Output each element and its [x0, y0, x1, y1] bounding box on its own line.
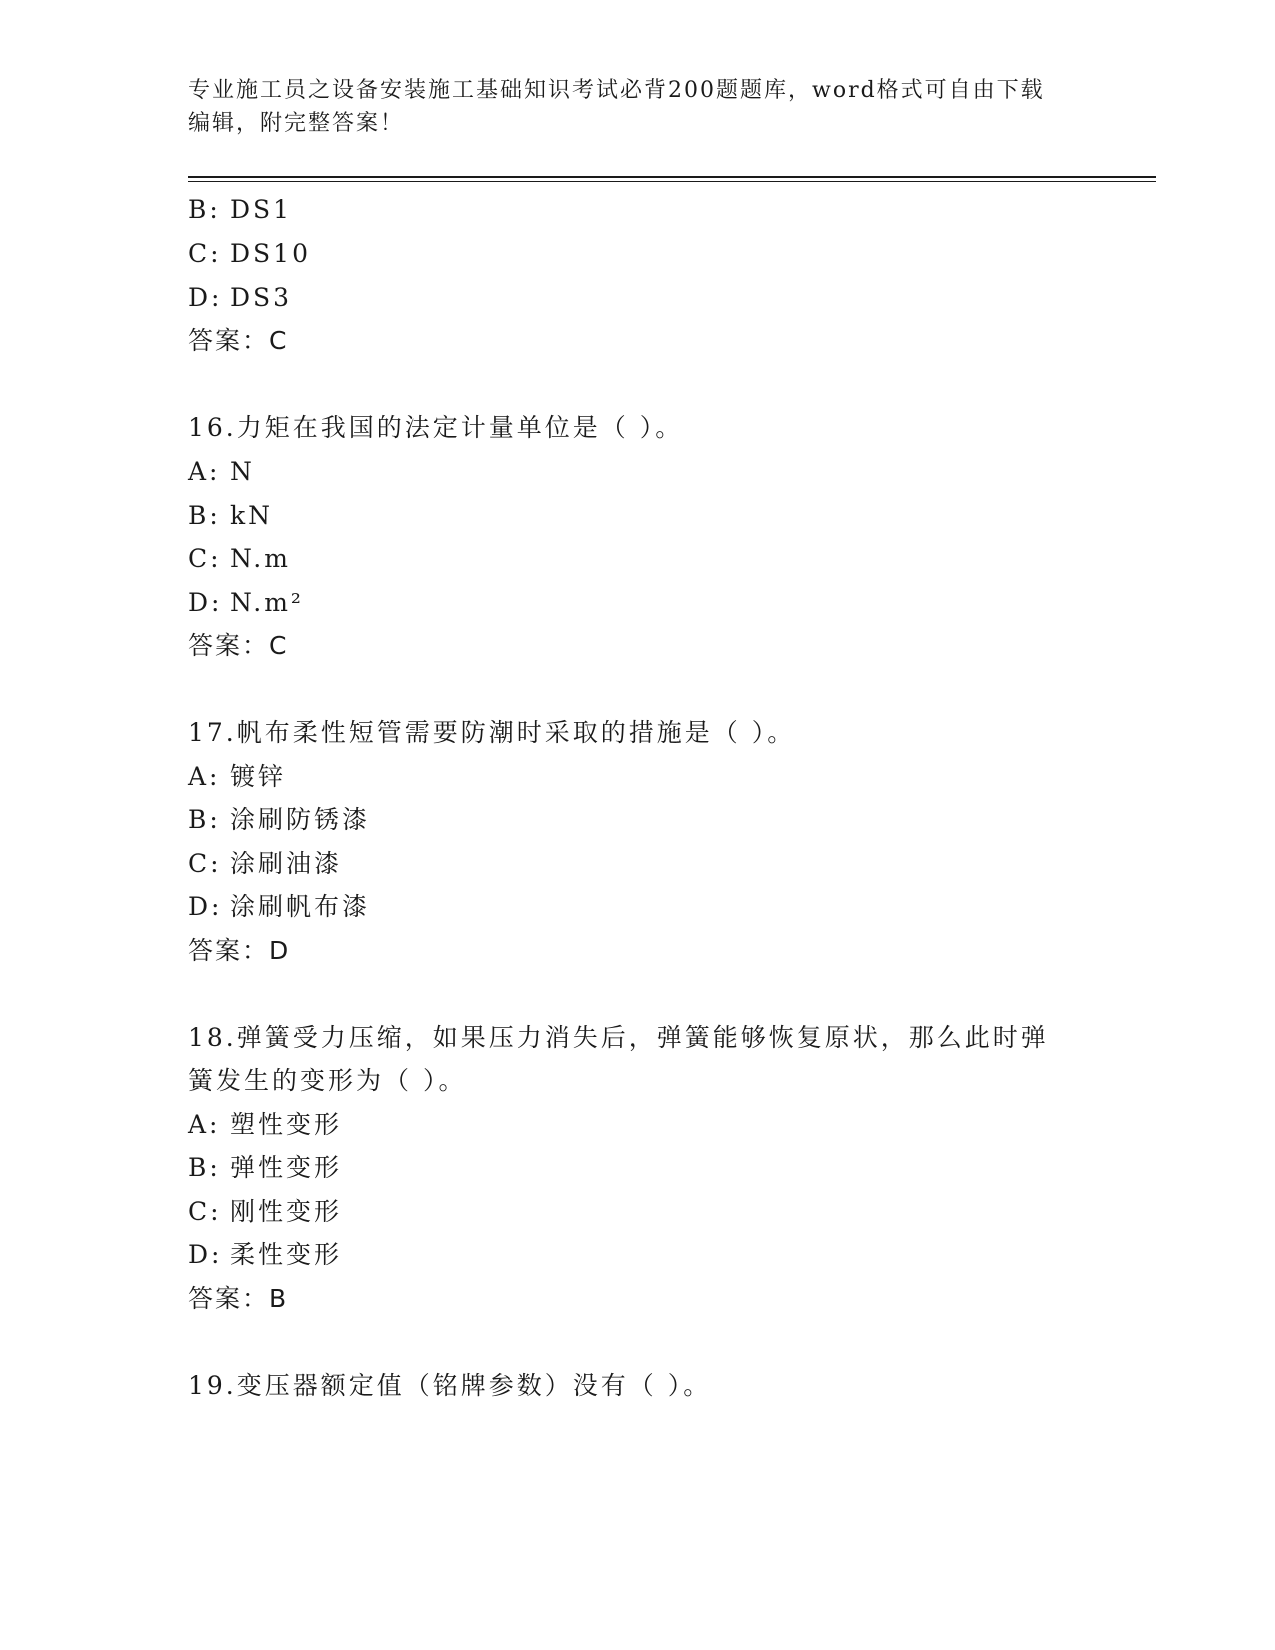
header-line-2: 编辑，附完整答案！ [188, 111, 405, 136]
q16-option-c: C: N.m [188, 544, 291, 573]
q17-question: 17.帆布柔性短管需要防潮时采取的措施是（ ）。 [188, 718, 796, 747]
q17-option-b: B: 涂刷防锈漆 [188, 805, 371, 834]
q18-question-line-2: 簧发生的变形为（ ）。 [188, 1066, 467, 1095]
q18-option-d: D: 柔性变形 [188, 1240, 343, 1269]
q16-answer: 答案：C [188, 631, 289, 660]
q16-question: 16.力矩在我国的法定计量单位是（ ）。 [188, 413, 684, 442]
document-header [188, 74, 1068, 140]
q18-option-c: C: 刚性变形 [188, 1197, 343, 1226]
header-line-1: 专业施工员之设备安装施工基础知识考试必背200题题库，word格式可自由下载 [188, 78, 1045, 103]
q15-option-b: B: DS1 [188, 195, 293, 224]
header-divider-thin [188, 181, 1156, 182]
q18-question-line-1: 18.弹簧受力压缩，如果压力消失后，弹簧能够恢复原状，那么此时弹 [188, 1023, 1049, 1052]
q18-option-b: B: 弹性变形 [188, 1153, 343, 1182]
q15-option-d: D: DS3 [188, 283, 293, 312]
q16-option-b: B: kN [188, 501, 274, 530]
q17-option-c: C: 涂刷油漆 [188, 849, 343, 878]
q15-answer: 答案：C [188, 326, 289, 355]
q16-option-a: A: N [188, 457, 255, 486]
q19-question: 19.变压器额定值（铭牌参数）没有（ ）。 [188, 1371, 712, 1400]
q16-option-d: D: N.m² [188, 588, 304, 617]
q18-answer: 答案：B [188, 1284, 289, 1313]
q17-option-d: D: 涂刷帆布漆 [188, 892, 371, 921]
q18-option-a: A: 塑性变形 [188, 1110, 343, 1139]
q17-answer: 答案：D [188, 936, 291, 965]
header-divider-thick [188, 176, 1156, 178]
q17-option-a: A: 镀锌 [188, 762, 287, 791]
q15-option-c: C: DS10 [188, 239, 311, 268]
